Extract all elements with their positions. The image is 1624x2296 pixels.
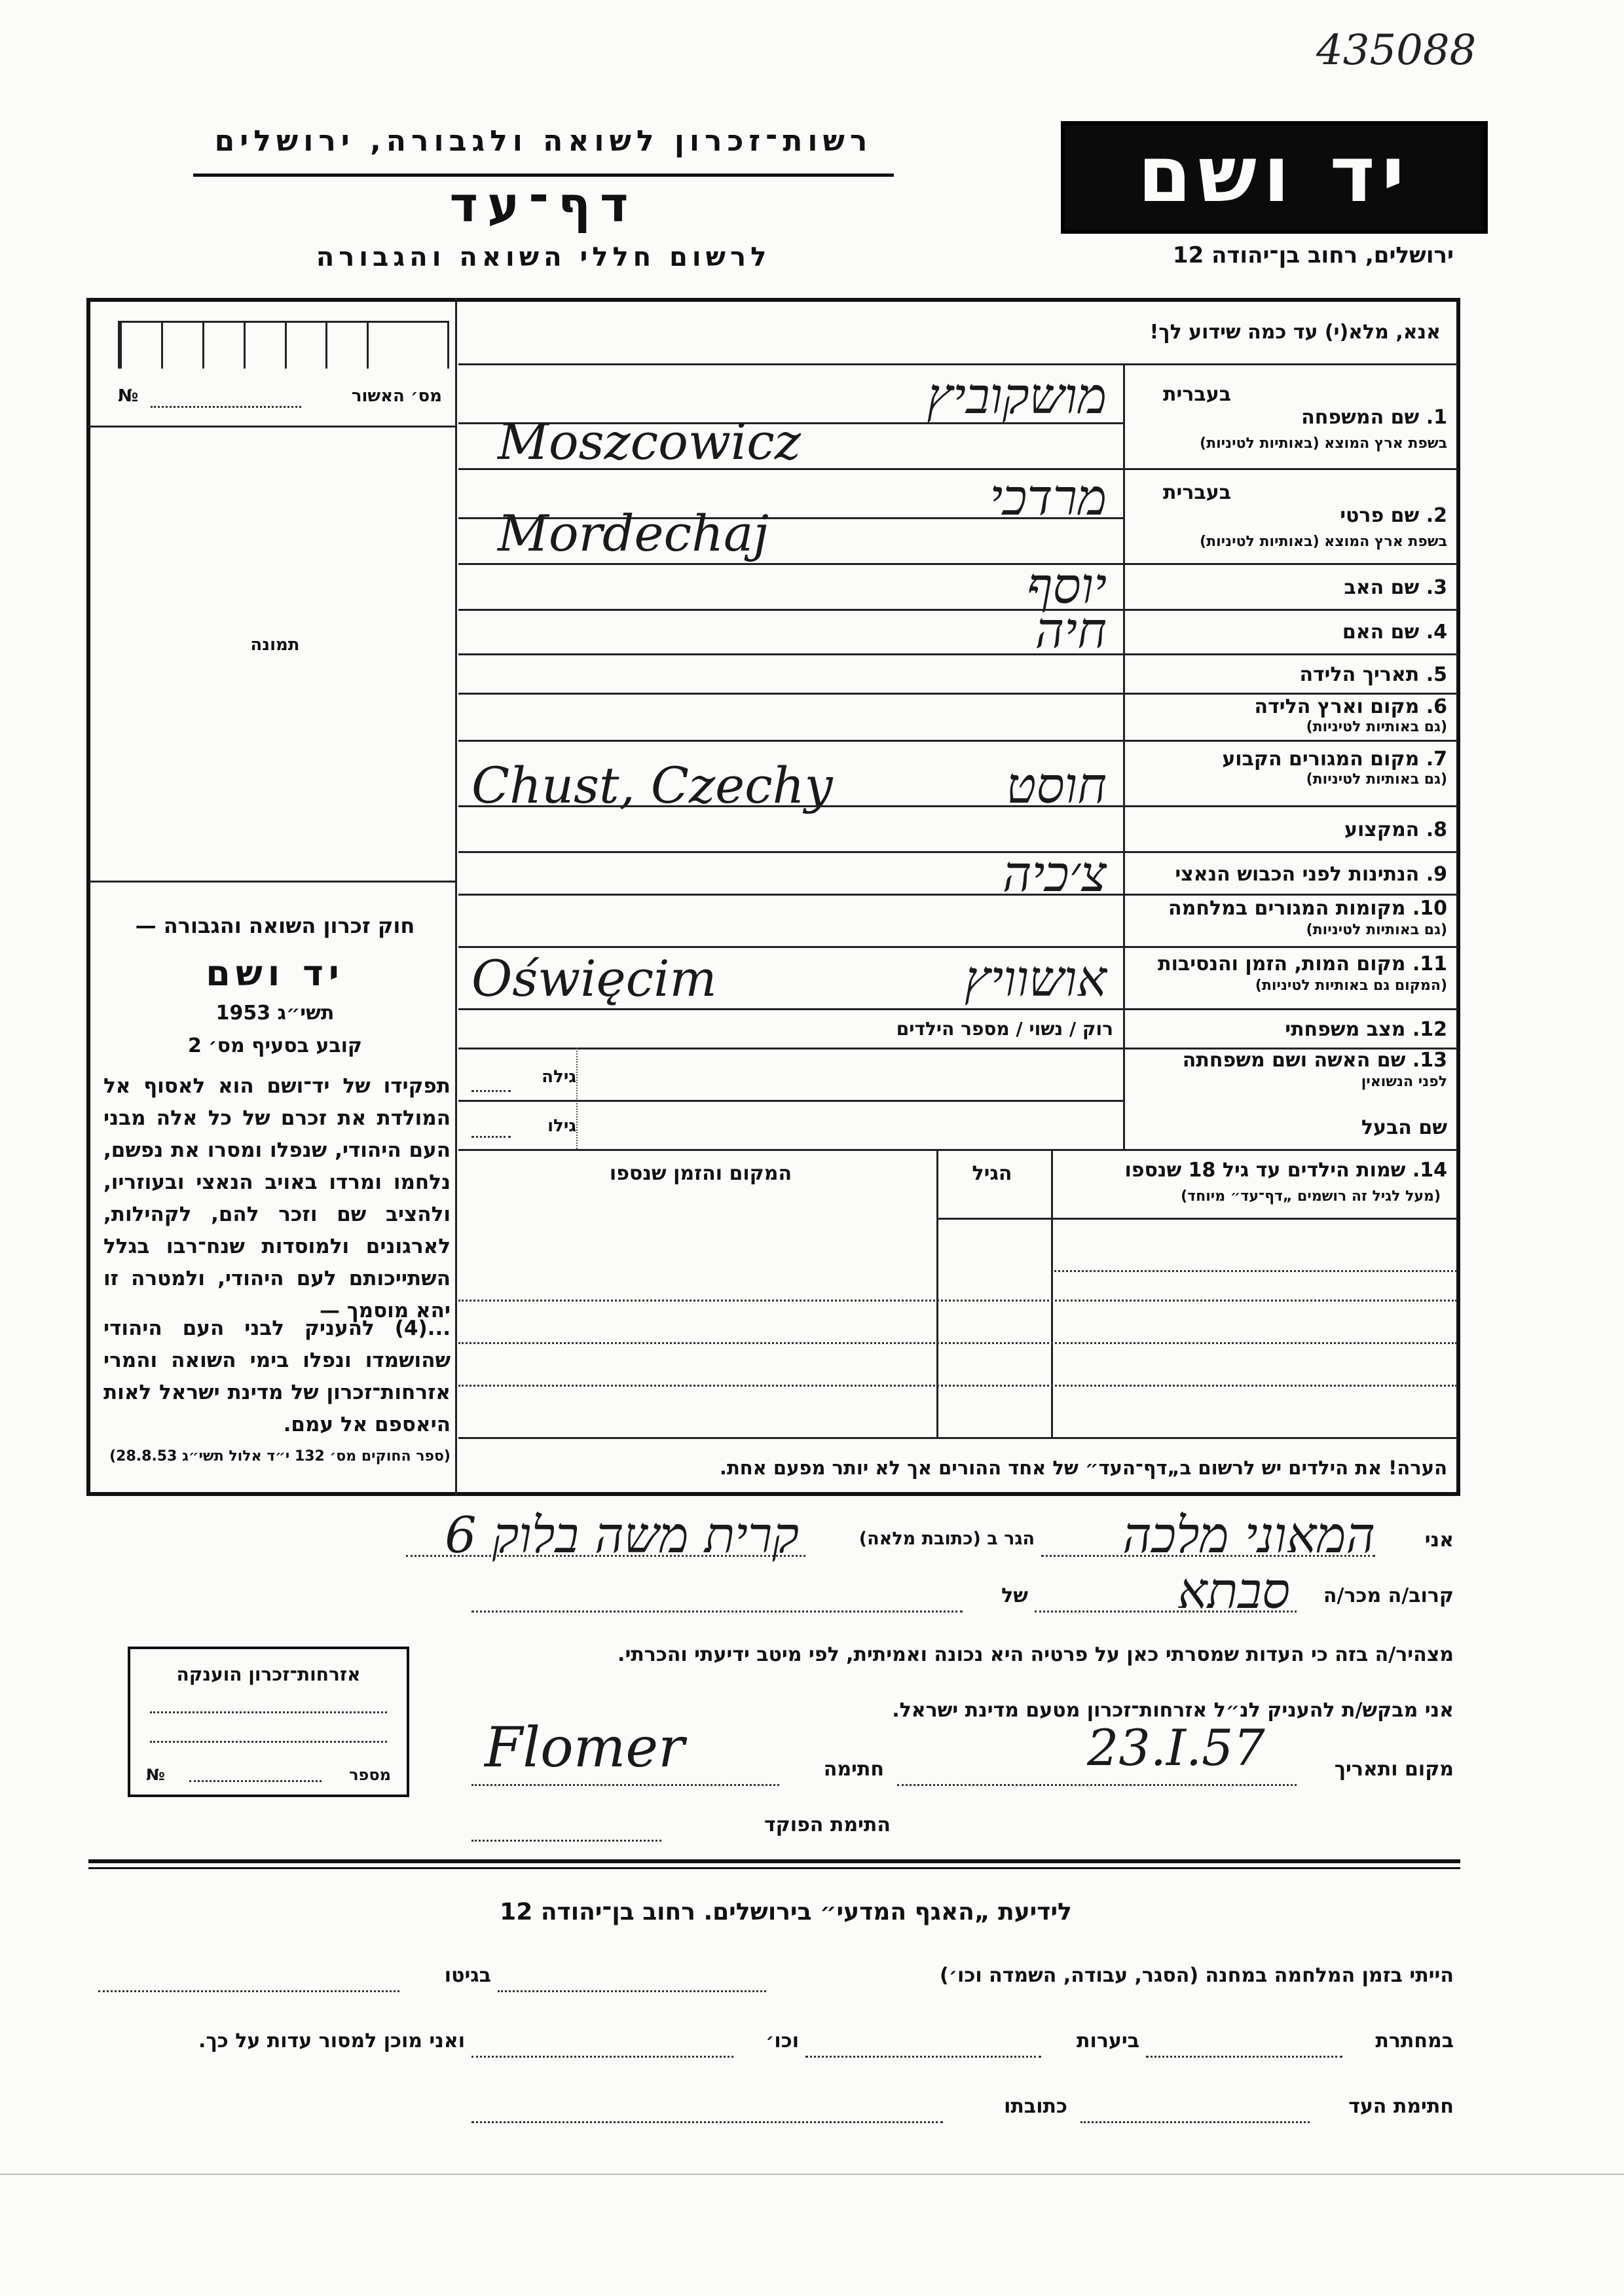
scan-edge bbox=[0, 2174, 1624, 2175]
citizenship-line-1[interactable] bbox=[150, 1711, 387, 1713]
row-11-rule bbox=[458, 1008, 1458, 1010]
footer-line3-b: כתובתו bbox=[1004, 2095, 1067, 2118]
row-husband-rule bbox=[458, 1149, 1458, 1151]
date-value[interactable]: 23.I.57 bbox=[1087, 1719, 1265, 1777]
footer-line3-a: חתימת העד bbox=[1348, 2095, 1454, 2118]
row-9-rule bbox=[458, 894, 1458, 896]
field-10-sub: (גם באותיות לטיניות) bbox=[1306, 922, 1447, 938]
etc-line[interactable] bbox=[471, 2056, 733, 2058]
of-line[interactable] bbox=[471, 1611, 963, 1613]
approval-boxes bbox=[118, 321, 449, 369]
field-9-label: 9. הנתינות לפני הכבוש הנאצי bbox=[1175, 863, 1447, 886]
field-1-value-he[interactable]: מושקוביץ bbox=[927, 367, 1107, 425]
field-7-label: 7. מקום המגורים הקבוע bbox=[1222, 748, 1447, 771]
field-7-value-he[interactable]: חוסט bbox=[1006, 756, 1107, 814]
declarant-address-line bbox=[406, 1555, 805, 1557]
field-1-lang: בעברית bbox=[1163, 383, 1231, 406]
relation-value[interactable]: סבתא bbox=[1177, 1561, 1290, 1620]
row-6-rule bbox=[458, 740, 1458, 742]
field-13-label: 13. שם האשה ושם משפחתה bbox=[1182, 1049, 1447, 1072]
children-sub: (מעל לגיל זה רושמים „דף־עד״ מיוחד) bbox=[1181, 1188, 1441, 1205]
citizenship-line-2[interactable] bbox=[150, 1741, 387, 1743]
law-title: חוק זכרון השואה והגבורה — bbox=[135, 913, 415, 938]
photo-box-bottom bbox=[88, 881, 455, 883]
footer-title: לידיעת „האגף המדעי״ בירושלים. רחוב בן־יהודה 12 bbox=[500, 1899, 1072, 1925]
relative-label: קרוב/ה מכר/ה bbox=[1323, 1584, 1454, 1607]
field-11-sub: (המקום גם באותיות לטיניות) bbox=[1255, 977, 1447, 994]
serial-number: 435088 bbox=[1316, 26, 1477, 75]
citizenship-no-mark: № bbox=[146, 1766, 165, 1784]
approval-no-mark: № bbox=[118, 386, 139, 406]
instruction: אנא, מלא(י) עד כמה שידוע לך! bbox=[1149, 321, 1441, 344]
field-11-value-he[interactable]: אושוויץ bbox=[964, 949, 1107, 1008]
declaration-ani: אני bbox=[1424, 1529, 1454, 1552]
declarant-address[interactable]: קרית משה בלוק 6 bbox=[445, 1506, 799, 1564]
underground-line[interactable] bbox=[1146, 2056, 1342, 2058]
field-1-sub: בשפת ארץ המוצא (באותיות לטיניות) bbox=[1200, 435, 1447, 452]
children-col-place: המקום והזמן שנספו bbox=[609, 1162, 792, 1185]
declaration-request: אני מבקש/ת להעניק לנ״ל אזרחות־זכרון מטעם מדינת ישראל. bbox=[892, 1699, 1454, 1722]
relation-line bbox=[1035, 1611, 1297, 1613]
row-13-rule bbox=[458, 1100, 1123, 1102]
field-5-label: 5. תאריך הלידה bbox=[1299, 663, 1447, 686]
field-8-label: 8. המקצוע bbox=[1344, 818, 1447, 841]
field-4-value-he[interactable]: חיה bbox=[1035, 601, 1107, 659]
footer-rule-2 bbox=[88, 1867, 1460, 1869]
field-2-label: 2. שם פרטי bbox=[1340, 504, 1447, 527]
field-7-value-latin[interactable]: Chust, Czechy bbox=[471, 756, 833, 814]
authority-name: רשות־זכרון לשואה ולגבורה, ירושלים bbox=[214, 124, 873, 158]
form-subtitle: לרשום חללי השואה והגבורה bbox=[316, 242, 771, 272]
photo-label: תמונה bbox=[250, 635, 300, 655]
field-10-label: 10. מקומות המגורים במלחמה bbox=[1168, 897, 1447, 920]
citizenship-number-label: מספר bbox=[349, 1766, 391, 1784]
signature-label: חתימה bbox=[823, 1758, 884, 1781]
header-address: ירושלים, רחוב בן־יהודה 12 bbox=[1172, 242, 1454, 268]
residing-label: הגר ב (כתובת מלאה) bbox=[858, 1529, 1035, 1549]
camp-line[interactable] bbox=[498, 1990, 766, 1992]
law-ref: (ספר החוקים מס׳ 132 י״ד אלול תשי״ג 28.8.53) bbox=[109, 1448, 451, 1465]
official-signature-label: התימת הפוקד bbox=[764, 1813, 891, 1836]
field-12-label: 12. מצב משפחתי bbox=[1285, 1018, 1447, 1041]
husband-age-label: גילו bbox=[547, 1116, 576, 1136]
signature-value[interactable]: Flomer bbox=[485, 1715, 685, 1779]
age-divider bbox=[576, 1048, 578, 1149]
husband-label: שם הבעל bbox=[1361, 1116, 1447, 1139]
children-bottom-rule bbox=[458, 1437, 1458, 1439]
law-section: קובע בסעיף מס׳ 2 bbox=[187, 1034, 363, 1057]
place-date-line bbox=[897, 1784, 1297, 1786]
citizenship-box bbox=[128, 1647, 409, 1797]
signature-line bbox=[471, 1784, 779, 1786]
field-11-label: 11. מקום המות, הזמן והנסיבות bbox=[1158, 953, 1447, 975]
citizenship-box-title: אזרחות־זכרון הוענקה bbox=[176, 1664, 361, 1685]
instruction-rule bbox=[458, 363, 1458, 365]
form-title: דף־עד bbox=[449, 177, 638, 233]
law-year bbox=[105, 1002, 445, 1025]
footer-line2-a: במחתרת bbox=[1375, 2030, 1454, 2052]
label-column-divider bbox=[1123, 363, 1125, 1149]
footer-line2-d: ואני מוכן למסור עדות על כך. bbox=[198, 2030, 465, 2052]
field-1-value-latin[interactable]: Moszcowicz bbox=[498, 412, 801, 471]
row-5-rule bbox=[458, 693, 1458, 695]
field-11-value-latin[interactable]: Oświęcim bbox=[471, 949, 717, 1008]
field-7-sub: (גם באותיות לטיניות) bbox=[1306, 771, 1447, 788]
children-row-3[interactable] bbox=[458, 1342, 1457, 1344]
field-13-sub: לפני הנשואין bbox=[1361, 1074, 1447, 1090]
field-12-options: רוק / נשוי / מספר הילדים bbox=[896, 1018, 1113, 1040]
children-col-age: הגיל bbox=[972, 1162, 1012, 1185]
law-name: יד ושם bbox=[206, 953, 344, 994]
row-10-rule bbox=[458, 946, 1458, 948]
photo-box-top bbox=[88, 426, 455, 428]
official-signature-line[interactable] bbox=[471, 1840, 661, 1842]
left-column-divider bbox=[455, 298, 457, 1496]
law-year-num: 1953 bbox=[215, 1002, 271, 1025]
children-note: הערה! את הילדים יש לרשום ב„דף־העד״ של אחד ההורים אך לא יותר מפעם אחת. bbox=[719, 1457, 1447, 1479]
field-2-value-latin[interactable]: Mordechaj bbox=[498, 504, 769, 562]
field-13-age-label: גילה bbox=[542, 1067, 576, 1087]
declarant-name-line bbox=[1041, 1555, 1375, 1557]
field-6-label: 6. מקום וארץ הלידה bbox=[1254, 695, 1447, 718]
footer-line1-a: הייתי בזמן המלחמה במחנה (הסגר, עבודה, השמדה וכו׳) bbox=[940, 1964, 1454, 1987]
witness-signature-line[interactable] bbox=[1080, 2121, 1310, 2123]
children-label: 14. שמות הילדים עד גיל 18 שנספו bbox=[1124, 1159, 1447, 1182]
field-2-sub: בשפת ארץ המוצא (באותיות לטיניות) bbox=[1200, 534, 1447, 550]
field-2-lang: בעברית bbox=[1163, 481, 1231, 504]
citizenship-number-line[interactable] bbox=[189, 1780, 322, 1782]
children-row-2[interactable] bbox=[458, 1300, 1457, 1302]
of-label: של bbox=[1001, 1584, 1028, 1607]
place-date-label: מקום ותאריך bbox=[1334, 1758, 1454, 1781]
law-text: תפקידו של יד־ושם הוא לאסוף אל המולדת את זכרם של כל אלה מבני העם היהודי, שנפלו ומסרו את נפשם, נלחמו ומרדו באויב הנאצי ובעוזריו, ולהציב שם וזכר להם, לקהילות, לארגונים ולמוסדות שנח־רבו בגלל השתייכותם לעם היהודי, ולמטרה זו יהא מוסמך — bbox=[103, 1074, 451, 1322]
footer-line1-b: בגיטו bbox=[444, 1964, 491, 1987]
field-9-value-he[interactable]: צ׳כיה bbox=[1003, 845, 1107, 903]
footer-rule-1 bbox=[88, 1859, 1460, 1863]
children-col-divider-1 bbox=[1051, 1149, 1053, 1437]
ghetto-line[interactable] bbox=[98, 1990, 399, 1992]
field-2-value-he[interactable]: מרדכי bbox=[989, 468, 1107, 526]
row-4-rule bbox=[458, 653, 1458, 655]
husband-age-line[interactable] bbox=[471, 1136, 511, 1138]
law-text-2: ...(4) להעניק לבני העם היהודי שהושמדו ונפלו בימי השואה והמרי אזרחות־זכרון של מדינת ישראל לאות היאספם אל עמם. bbox=[103, 1317, 451, 1436]
declaration-statement: מצהיר/ה בזה כי העדות שמסרתי כאן על פרטיה היא נכונה ואמיתית, לפי מיטב ידיעתי והכרתי. bbox=[618, 1643, 1454, 1666]
field-1-label: 1. שם המשפחה bbox=[1301, 406, 1447, 429]
law-year-he: תשי״ג bbox=[277, 1002, 335, 1025]
forests-line[interactable] bbox=[805, 2056, 1041, 2058]
wife-age-line[interactable] bbox=[471, 1090, 511, 1092]
field-3-value-he[interactable]: יוסף bbox=[1027, 556, 1107, 615]
field-4-label: 4. שם האם bbox=[1342, 621, 1447, 644]
declarant-name[interactable]: המאוני מלכה bbox=[1122, 1506, 1375, 1564]
row-7-rule bbox=[458, 805, 1458, 807]
footer-line2-b: ביערות bbox=[1077, 2030, 1139, 2052]
witness-address-line[interactable] bbox=[471, 2121, 943, 2123]
yad-vashem-logo: יד ושם bbox=[1061, 121, 1488, 234]
field-6-sub: (גם באותיות לטיניות) bbox=[1306, 719, 1447, 735]
children-row-1[interactable] bbox=[1054, 1270, 1457, 1272]
children-row-4[interactable] bbox=[458, 1385, 1457, 1387]
approval-label: מס׳ האשור bbox=[351, 386, 442, 406]
children-header-rule bbox=[936, 1218, 1458, 1220]
children-col-divider-2 bbox=[936, 1149, 938, 1437]
approval-input-line[interactable] bbox=[151, 406, 301, 408]
footer-line2-c: וכו׳ bbox=[766, 2030, 799, 2052]
field-3-label: 3. שם האב bbox=[1344, 576, 1447, 599]
